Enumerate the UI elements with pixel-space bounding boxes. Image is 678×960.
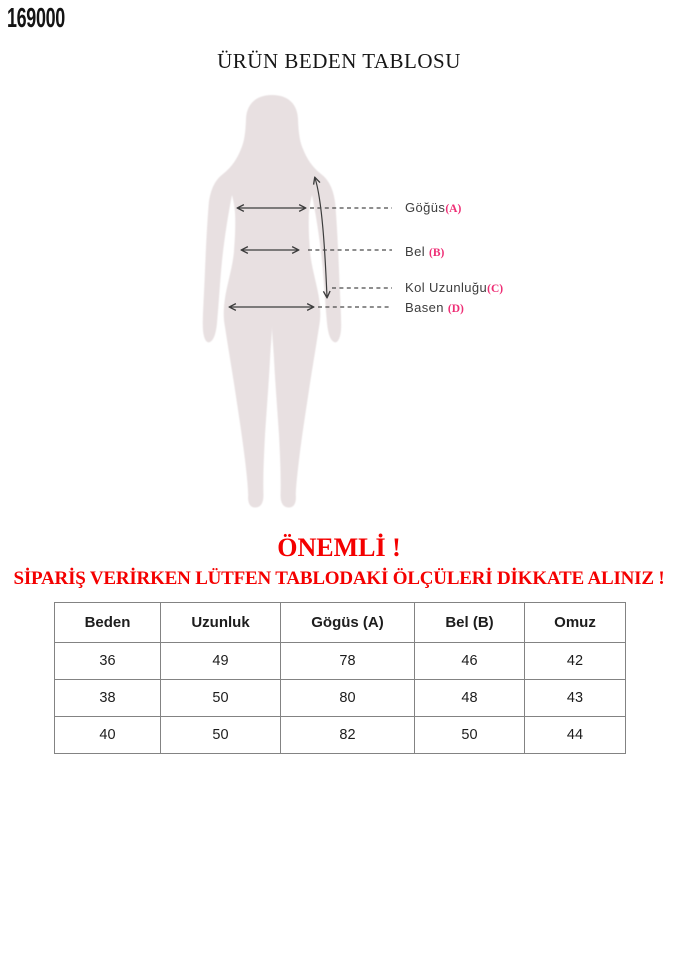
measure-name: Bel bbox=[405, 244, 425, 259]
table-cell: 50 bbox=[161, 717, 281, 754]
table-cell: 80 bbox=[281, 680, 415, 717]
table-cell: 50 bbox=[161, 680, 281, 717]
table-cell: 49 bbox=[161, 643, 281, 680]
body-measurement-diagram bbox=[192, 85, 402, 525]
measure-name: Basen bbox=[405, 300, 444, 315]
table-cell: 48 bbox=[415, 680, 525, 717]
table-cell: 42 bbox=[525, 643, 626, 680]
measure-label-bel bbox=[405, 244, 444, 260]
table-cell: 82 bbox=[281, 717, 415, 754]
table-row bbox=[55, 643, 626, 680]
size-table-header-row bbox=[55, 603, 626, 643]
table-cell: 43 bbox=[525, 680, 626, 717]
table-cell: 36 bbox=[55, 643, 161, 680]
product-code: 169000 bbox=[7, 2, 65, 33]
measure-letter: (B) bbox=[429, 247, 445, 259]
col-header-bel: Bel (B) bbox=[415, 603, 525, 643]
col-header-beden: Beden bbox=[55, 603, 161, 643]
measure-letter: (D) bbox=[447, 303, 464, 315]
order-warning-text: SİPARİŞ VERİRKEN LÜTFEN TABLODAKİ ÖLÇÜLERİ DİKKATE ALINIZ ! bbox=[13, 568, 665, 589]
col-header-uzunluk: Uzunluk bbox=[161, 603, 281, 643]
silhouette-right-half bbox=[272, 95, 341, 508]
table-cell: 38 bbox=[55, 680, 161, 717]
measure-letter: (A) bbox=[445, 203, 462, 215]
measure-label-gogus bbox=[405, 200, 461, 216]
table-cell: 40 bbox=[55, 717, 161, 754]
important-heading: ÖNEMLİ ! bbox=[277, 533, 401, 562]
col-header-gogus: Gögüs (A) bbox=[281, 603, 415, 643]
table-cell: 78 bbox=[281, 643, 415, 680]
table-cell: 50 bbox=[415, 717, 525, 754]
measure-label-basen bbox=[405, 300, 464, 316]
measure-label-kol-uzunlugu bbox=[405, 280, 503, 296]
size-table bbox=[54, 602, 626, 754]
page-title: ÜRÜN BEDEN TABLOSU bbox=[217, 49, 461, 73]
measure-letter: (C) bbox=[487, 283, 504, 295]
table-row bbox=[55, 680, 626, 717]
table-cell: 46 bbox=[415, 643, 525, 680]
table-cell: 44 bbox=[525, 717, 626, 754]
col-header-omuz: Omuz bbox=[525, 603, 626, 643]
measure-name: Göğüs bbox=[405, 200, 446, 215]
silhouette-left-half bbox=[203, 95, 272, 508]
table-row bbox=[55, 717, 626, 754]
measure-name: Kol Uzunluğu bbox=[405, 280, 488, 295]
female-body-silhouette bbox=[203, 95, 341, 508]
